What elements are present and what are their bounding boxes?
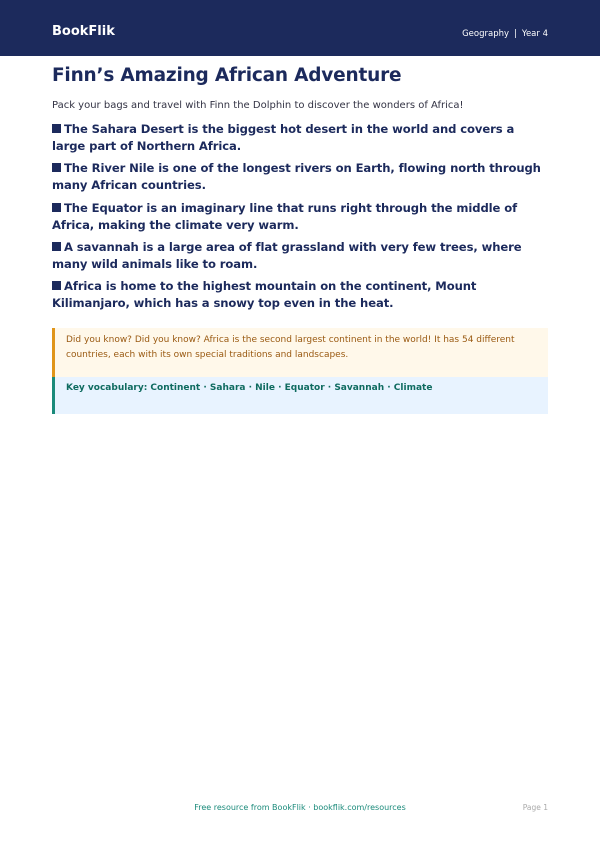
square-bullet-icon [52, 281, 61, 290]
page-number: Page 1 [522, 803, 548, 812]
did-you-know-callout [52, 328, 548, 377]
square-bullet-icon [52, 242, 61, 251]
fact-text: Africa is home to the highest mountain on the continent, Mount Kilimanjaro, which has a snowy top even in the heat. [52, 279, 477, 311]
brand-logo: BookFlik [52, 24, 115, 39]
vocabulary-box [52, 377, 548, 414]
vocabulary-text: Key vocabulary: Continent · Sahara · Nile · Equator · Savannah · Climate [66, 383, 433, 393]
square-bullet-icon [52, 163, 61, 172]
meta-separator: | [514, 29, 517, 39]
fact-item [52, 239, 548, 273]
square-bullet-icon [52, 124, 61, 133]
fact-list [52, 121, 548, 317]
square-bullet-icon [52, 203, 61, 212]
fact-text: The Equator is an imaginary line that runs right through the middle of Africa, making the climate very warm. [52, 200, 518, 232]
page-title: Finn’s Amazing African Adventure [52, 65, 402, 86]
year-label: Year 4 [521, 29, 548, 39]
page-header [0, 0, 600, 56]
fact-item [52, 278, 548, 312]
fact-text: The Sahara Desert is the biggest hot desert in the world and covers a large part of Northern Africa. [52, 122, 515, 153]
fact-item [52, 160, 548, 194]
intro-text: Pack your bags and travel with Finn the Dolphin to discover the wonders of Africa! [52, 100, 464, 111]
header-meta [462, 28, 548, 40]
callout-text: Did you know? Did you know? Africa is the second largest continent in the world! It has 54 different countries, each with its own special traditions and landscapes. [66, 335, 515, 360]
fact-text: A savannah is a large area of flat grassland with very few trees, where many wild animals like to roam. [52, 239, 522, 271]
fact-item [52, 200, 548, 234]
fact-text: The River Nile is one of the longest rivers on Earth, flowing north through many African countries. [52, 161, 541, 193]
fact-item [52, 121, 548, 155]
subject-label: Geography [462, 29, 510, 39]
footer-credit: Free resource from BookFlik · bookflik.com/resources [194, 803, 406, 812]
